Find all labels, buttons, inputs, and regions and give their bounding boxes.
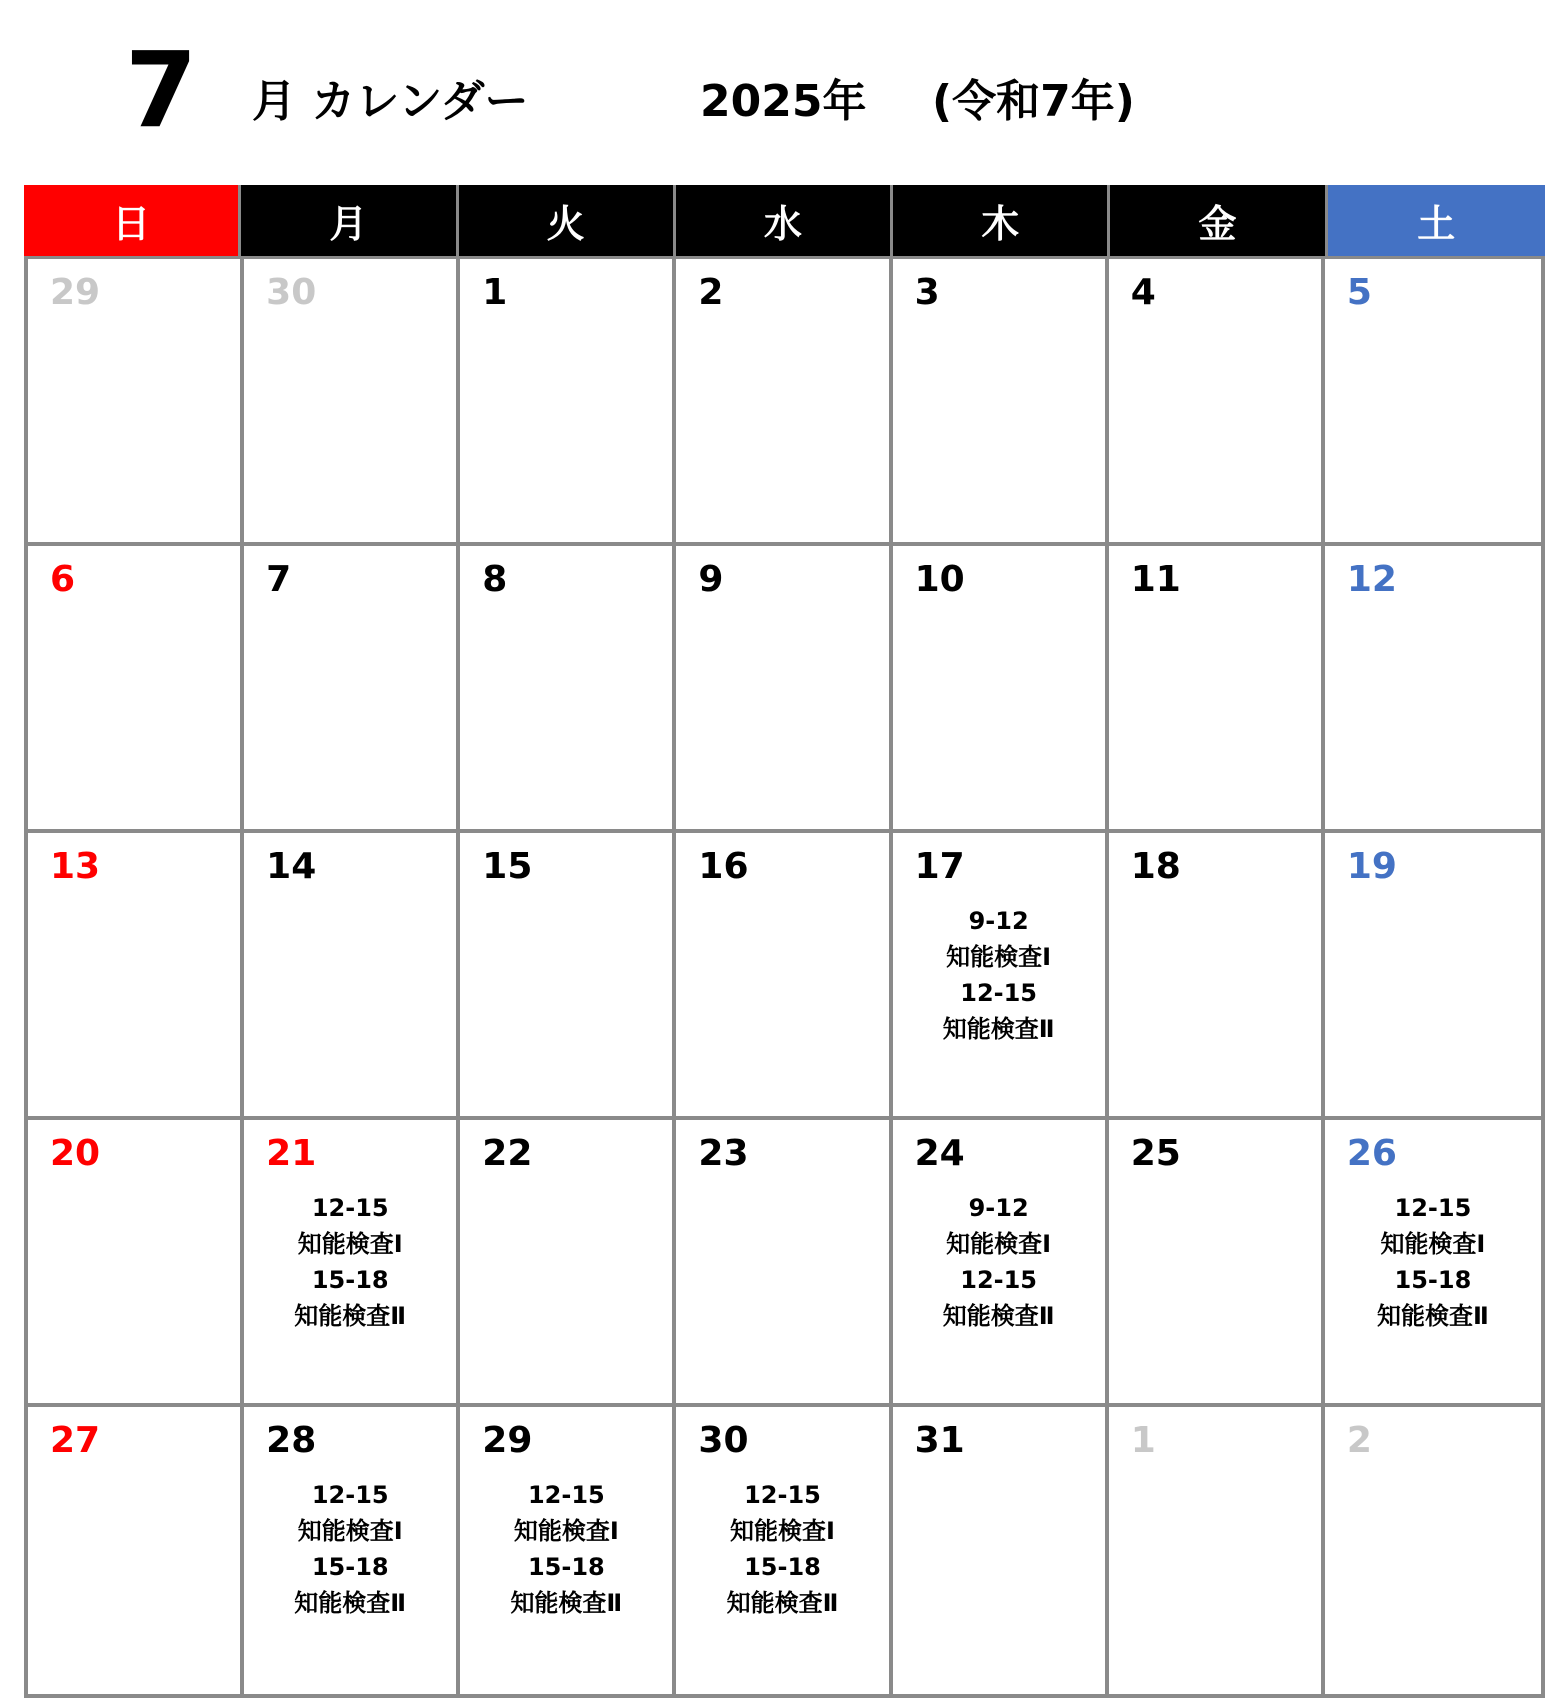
day-number: 26 — [1346, 1133, 1397, 1174]
day-number: 25 — [1130, 1133, 1181, 1174]
event-line: 15-18 — [311, 1553, 389, 1581]
day-number: 4 — [1130, 272, 1156, 313]
event-list — [244, 1477, 456, 1621]
event-line: 知能検査Ⅰ — [513, 1517, 619, 1545]
day-number: 13 — [50, 846, 101, 887]
day-cell[interactable] — [676, 1120, 892, 1407]
event-line: 12-15 — [311, 1481, 389, 1509]
event-line: 9-12 — [968, 1194, 1029, 1222]
event-list — [244, 1190, 456, 1334]
day-number: 21 — [266, 1133, 317, 1174]
day-number: 29 — [482, 1420, 533, 1461]
day-number: 28 — [266, 1420, 317, 1461]
event-line: 知能検査Ⅱ — [1377, 1302, 1489, 1330]
event-line: 12-15 — [1394, 1194, 1472, 1222]
event-line: 15-18 — [1394, 1266, 1472, 1294]
event-line: 9-12 — [968, 907, 1029, 935]
weekday-friday: 金 — [1110, 185, 1327, 259]
day-number: 30 — [698, 1420, 749, 1461]
day-number: 8 — [482, 559, 508, 600]
event-line: 知能検査Ⅱ — [942, 1302, 1055, 1330]
day-cell[interactable] — [244, 259, 460, 546]
day-number: 27 — [50, 1420, 101, 1461]
day-number: 22 — [482, 1133, 533, 1174]
weekday-wednesday: 水 — [676, 185, 893, 259]
day-cell[interactable] — [676, 833, 892, 1120]
day-number: 19 — [1346, 846, 1397, 887]
day-number: 31 — [914, 1420, 965, 1461]
event-line: 12-15 — [527, 1481, 605, 1509]
calendar-grid — [24, 185, 1545, 1698]
day-cell[interactable] — [28, 1407, 244, 1698]
event-line: 知能検査Ⅰ — [1380, 1230, 1486, 1258]
weekday-tuesday: 火 — [459, 185, 676, 259]
day-number: 1 — [482, 272, 508, 313]
day-number: 6 — [50, 559, 76, 600]
day-number: 15 — [482, 846, 533, 887]
weekday-monday: 月 — [241, 185, 458, 259]
day-cell[interactable] — [1325, 1407, 1541, 1698]
weekday-header-row — [24, 185, 1545, 259]
day-cell[interactable] — [1109, 833, 1325, 1120]
event-line: 15-18 — [744, 1553, 821, 1581]
day-cell[interactable] — [460, 833, 676, 1120]
event-line: 15-18 — [527, 1553, 605, 1581]
day-cell[interactable] — [244, 1407, 460, 1698]
day-number: 5 — [1346, 272, 1372, 313]
day-cell[interactable] — [676, 546, 892, 833]
day-cell[interactable] — [893, 546, 1109, 833]
day-number: 10 — [914, 559, 965, 600]
event-line: 知能検査Ⅰ — [946, 1230, 1052, 1258]
day-cell[interactable] — [1109, 546, 1325, 833]
day-number: 30 — [266, 272, 317, 313]
event-line: 12-15 — [744, 1481, 821, 1509]
event-line: 知能検査Ⅰ — [946, 943, 1052, 971]
day-number: 23 — [698, 1133, 749, 1174]
day-cell[interactable] — [1109, 1120, 1325, 1407]
event-list — [676, 1477, 888, 1621]
day-number: 24 — [914, 1133, 965, 1174]
era-label: (令和7年) — [932, 76, 1135, 127]
day-cell[interactable] — [1109, 259, 1325, 546]
day-cell[interactable] — [244, 546, 460, 833]
day-cells — [24, 259, 1545, 1698]
weekday-sunday: 日 — [24, 185, 241, 259]
day-number: 2 — [1346, 1420, 1372, 1461]
event-line: 知能検査Ⅱ — [294, 1589, 407, 1617]
day-cell[interactable] — [893, 833, 1109, 1120]
day-number: 7 — [266, 559, 292, 600]
event-list — [1325, 1190, 1541, 1334]
event-line: 知能検査Ⅱ — [942, 1015, 1055, 1043]
day-number: 14 — [266, 846, 317, 887]
day-cell[interactable] — [1325, 1120, 1541, 1407]
event-line: 知能検査Ⅰ — [297, 1230, 403, 1258]
month-number: 7 — [125, 29, 198, 151]
day-cell[interactable] — [676, 259, 892, 546]
day-cell[interactable] — [893, 259, 1109, 546]
day-number: 9 — [698, 559, 724, 600]
event-list — [460, 1477, 672, 1621]
day-number: 18 — [1130, 846, 1181, 887]
day-cell[interactable] — [460, 1120, 676, 1407]
weekday-saturday: 土 — [1328, 185, 1545, 259]
day-cell[interactable] — [244, 1120, 460, 1407]
event-line: 知能検査Ⅱ — [294, 1302, 407, 1330]
day-cell[interactable] — [28, 1120, 244, 1407]
year-label: 2025年 — [700, 76, 867, 127]
day-cell[interactable] — [893, 1120, 1109, 1407]
day-number: 12 — [1346, 559, 1397, 600]
event-line: 12-15 — [311, 1194, 389, 1222]
day-number: 29 — [50, 272, 101, 313]
day-number: 16 — [698, 846, 749, 887]
day-cell[interactable] — [1109, 1407, 1325, 1698]
event-line: 知能検査Ⅰ — [297, 1517, 403, 1545]
day-cell[interactable] — [460, 1407, 676, 1698]
day-cell[interactable] — [28, 259, 244, 546]
event-list — [893, 1190, 1105, 1334]
event-line: 知能検査Ⅱ — [510, 1589, 623, 1617]
day-cell[interactable] — [28, 833, 244, 1120]
day-number: 20 — [50, 1133, 101, 1174]
event-line: 12-15 — [960, 1266, 1038, 1294]
day-cell[interactable] — [460, 546, 676, 833]
day-cell[interactable] — [28, 546, 244, 833]
day-number: 1 — [1130, 1420, 1156, 1461]
day-cell[interactable] — [460, 259, 676, 546]
calendar-title: 月 カレンダー — [252, 76, 529, 127]
day-cell[interactable] — [1325, 833, 1541, 1120]
day-cell[interactable] — [1325, 259, 1541, 546]
event-line: 12-15 — [960, 979, 1038, 1007]
day-cell[interactable] — [893, 1407, 1109, 1698]
calendar-header — [0, 0, 1565, 180]
day-number: 11 — [1130, 559, 1181, 600]
event-list — [893, 903, 1105, 1047]
day-number: 17 — [914, 846, 965, 887]
day-cell[interactable] — [1325, 546, 1541, 833]
day-number: 3 — [914, 272, 940, 313]
day-number: 2 — [698, 272, 724, 313]
event-line: 知能検査Ⅱ — [726, 1589, 839, 1617]
event-line: 知能検査Ⅰ — [730, 1517, 835, 1545]
day-cell[interactable] — [244, 833, 460, 1120]
day-cell[interactable] — [676, 1407, 892, 1698]
weekday-thursday: 木 — [893, 185, 1110, 259]
event-line: 15-18 — [311, 1266, 389, 1294]
